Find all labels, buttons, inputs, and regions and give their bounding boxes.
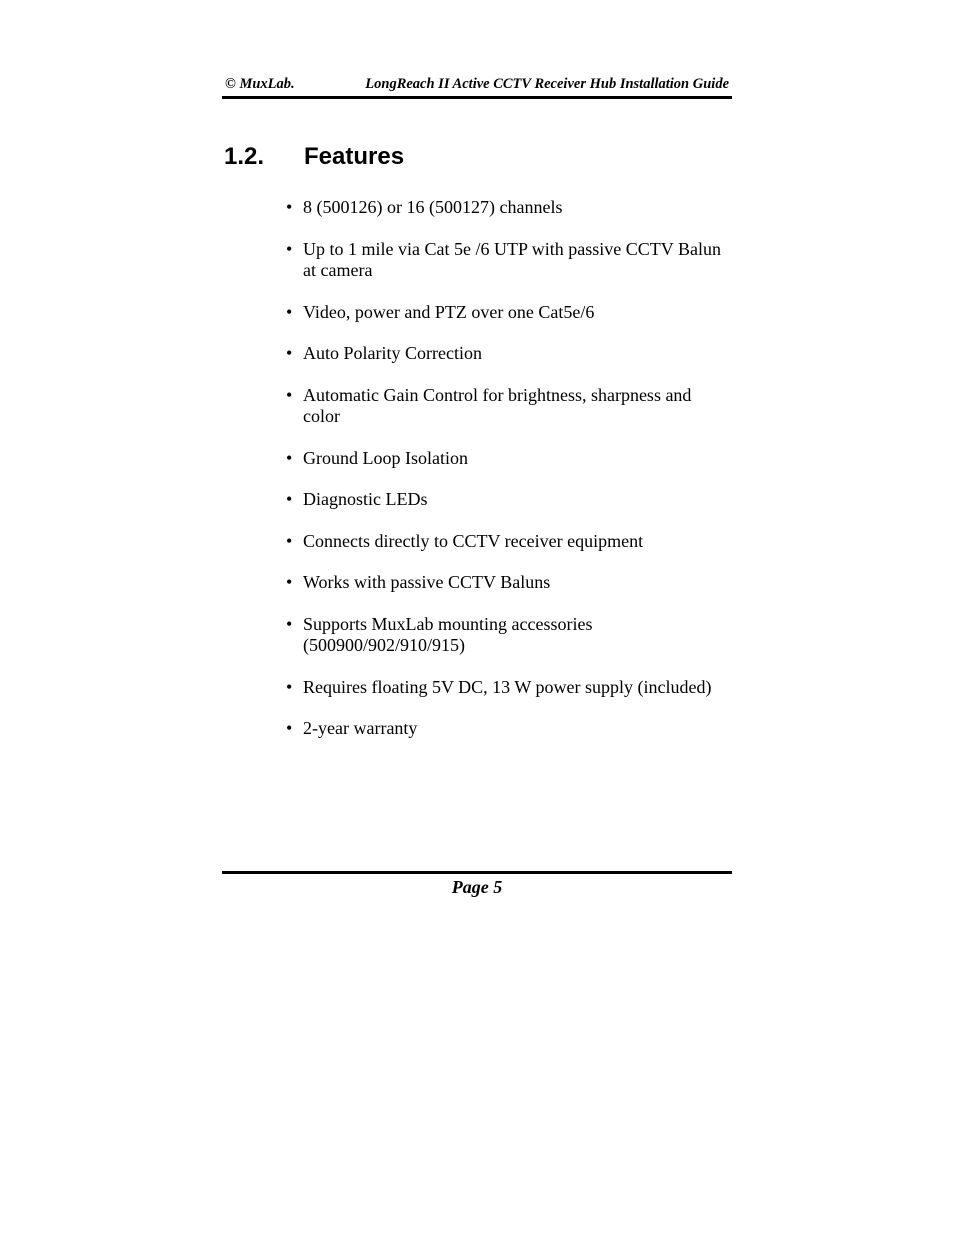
bullet-icon: • bbox=[286, 572, 293, 592]
bullet-icon: • bbox=[286, 238, 293, 259]
list-item bbox=[286, 489, 726, 511]
list-item bbox=[286, 239, 726, 282]
section-number: 1.2. bbox=[224, 143, 265, 170]
footer-divider bbox=[222, 871, 732, 874]
feature-text: Auto Polarity Correction bbox=[303, 343, 482, 363]
feature-text: Requires floating 5V DC, 13 W power supply (included) bbox=[303, 676, 712, 697]
header-copyright: © MuxLab. bbox=[225, 76, 295, 92]
section-heading bbox=[224, 143, 404, 171]
bullet-icon: • bbox=[286, 676, 293, 697]
bullet-icon: • bbox=[286, 530, 293, 551]
feature-text: Ground Loop Isolation bbox=[303, 447, 468, 468]
list-item bbox=[286, 614, 726, 657]
header-guide-title: LongReach II Active CCTV Receiver Hub Installation Guide bbox=[365, 76, 729, 92]
feature-text: Automatic Gain Control for brightness, sharpness and color bbox=[303, 384, 692, 426]
list-item bbox=[286, 302, 726, 324]
page-header bbox=[222, 74, 732, 99]
feature-text: Diagnostic LEDs bbox=[303, 489, 428, 509]
list-item bbox=[286, 718, 726, 740]
bullet-icon: • bbox=[286, 384, 293, 405]
features-list bbox=[286, 197, 726, 760]
feature-text: Supports MuxLab mounting accessories (500900/902/910/915) bbox=[303, 613, 593, 655]
feature-text: 8 (500126) or 16 (500127) channels bbox=[303, 197, 563, 217]
list-item bbox=[286, 385, 726, 428]
list-item bbox=[286, 448, 726, 470]
bullet-icon: • bbox=[286, 197, 293, 217]
feature-text: Up to 1 mile via Cat 5e /6 UTP with passive CCTV Balun at camera bbox=[303, 238, 721, 280]
bullet-icon: • bbox=[286, 489, 293, 509]
list-item bbox=[286, 531, 726, 553]
bullet-icon: • bbox=[286, 301, 293, 322]
feature-text: Works with passive CCTV Baluns bbox=[303, 572, 551, 592]
page-number: Page 5 bbox=[451, 877, 503, 897]
section-title: Features bbox=[304, 143, 405, 170]
feature-text: 2-year warranty bbox=[303, 718, 418, 738]
bullet-icon: • bbox=[286, 343, 293, 363]
feature-text: Video, power and PTZ over one Cat5e/6 bbox=[303, 301, 595, 322]
list-item bbox=[286, 343, 726, 365]
bullet-icon: • bbox=[286, 613, 293, 634]
list-item bbox=[286, 197, 726, 219]
list-item bbox=[286, 677, 726, 699]
bullet-icon: • bbox=[286, 447, 293, 468]
list-item bbox=[286, 572, 726, 594]
feature-text: Connects directly to CCTV receiver equipment bbox=[303, 530, 644, 551]
bullet-icon: • bbox=[286, 718, 293, 738]
